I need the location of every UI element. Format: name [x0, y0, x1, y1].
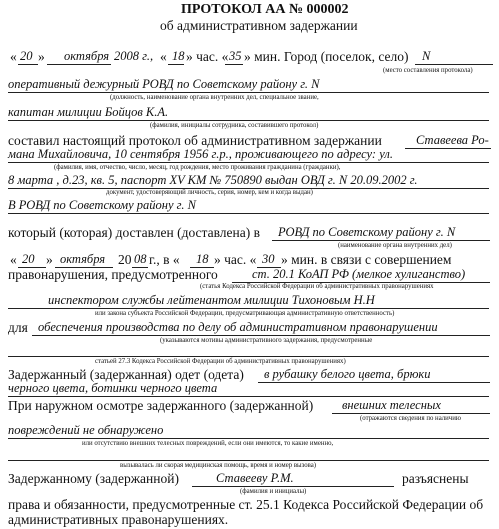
rights-prefix: Задержанному (задержанной) [8, 471, 179, 486]
time2-year-g: г., в « [149, 252, 180, 267]
detainee-caption-1: (фамилия, имя, отчество, число, месяц, год рождения, место проживания гражданина (гражданки), [54, 164, 341, 171]
time-minute-label: » мин. Город (поселок, село) [244, 49, 409, 64]
detainee-address: 8 марта , д.23, кв. 5, паспорт XV КМ № 750890 выдан ОВД г. N 20.09.2002 г. [8, 173, 418, 187]
protocol-title: ПРОТОКОЛ АА № 000002 [181, 2, 349, 17]
time2-tail: » мин. в связи с совершением [281, 252, 452, 267]
detainee-name-b: мана Михайловича, 10 сентября 1956 г.р., проживающего по адресу: ул. [8, 147, 394, 161]
date-year: 2008 г., [114, 49, 154, 63]
rights-caption: (фамилия и инициалы) [240, 488, 307, 495]
detainee-caption-2: документ, удостоверяющий личность, серия, номер, кем и когда выдан) [106, 189, 313, 196]
clothing-text: Задержанный (задержанная) одет (одета) [8, 367, 244, 382]
purpose-caption-2: статьей 27.3 Кодекса Российской Федерации об административных правонарушениях) [95, 358, 346, 365]
date-close-quote: » [38, 49, 45, 64]
time-open-quote: « [160, 49, 167, 64]
delivered-text: который (которая) доставлен (доставлена) в [8, 225, 260, 240]
delivered-caption: (наименование органа внутренних дел) [338, 242, 452, 249]
date-open-quote: « [10, 49, 17, 64]
time2-month: октября [60, 252, 106, 266]
time2-day: 20 [22, 252, 35, 266]
offense-caption-1: (статья Кодекса Российской Федерации об административных правонарушениях [200, 283, 434, 290]
officer-post-caption: (должность, наименование органа внутренних дел, специальное звание, [110, 94, 319, 101]
offense-caption-2: или закона субъекта Российской Федерации, предусматривающая административную ответственность) [95, 310, 395, 317]
offense-article: ст. 20.1 КоАП РФ (мелкое хулиганство) [252, 267, 466, 281]
rights-text-1: права и обязанности, предусмотренные ст. 25.1 Кодекса Российской Федерации об [8, 497, 484, 512]
offense-witness: инспектором службы лейтенантом милиции Тихоновым Н.Н [48, 293, 375, 307]
time2-close-quote: » [46, 252, 53, 267]
officer-name-caption: (фамилия, инициалы сотрудника, составившего протокол) [150, 122, 319, 129]
rights-suffix: разъяснены [402, 471, 469, 486]
detainee-name-a: Ставеева Ро- [416, 133, 489, 147]
date-month: октября [64, 49, 110, 63]
exam-value-b: повреждений не обнаружено [8, 423, 164, 437]
purpose-text: обеспечения производства по делу об административном правонарушении [38, 320, 438, 334]
purpose-caption-1: (указываются мотивы административного задержания, предусмотренные [160, 337, 373, 344]
delivered-place-1: В РОВД по Советскому району г. N [8, 198, 196, 212]
officer-post: оперативный дежурный РОВД по Советскому району г. N [8, 77, 320, 91]
time2-minute: 30 [262, 252, 275, 266]
time2-hour: 18 [196, 252, 209, 266]
exam-text: При наружном осмотре задержанного (задержанной) [8, 398, 314, 413]
time-hour-label: » час. « [186, 49, 229, 64]
time-minute: 35 [229, 49, 242, 63]
time2-year: 20 [118, 252, 132, 267]
protocol-subtitle: об административном задержании [160, 18, 358, 33]
offense-text: правонарушения, предусмотренного [8, 267, 218, 282]
delivered-place-2: РОВД по Советскому району г. N [278, 225, 456, 239]
exam-caption-2: или отсутствию внешних телесных повреждений, если они имеются, то какие именно, [82, 440, 334, 447]
purpose-prefix: для [8, 320, 28, 335]
composed-text: составил настоящий протокол об административном задержании [8, 133, 382, 148]
clothing-value-a: в рубашку белого цвета, брюки [264, 367, 431, 381]
time2-year-suffix: 08 [134, 252, 147, 266]
date-day: 20 [20, 49, 33, 63]
exam-caption-3: вызывалась ли скорая медицинская помощь, время и номер вызова) [120, 462, 317, 469]
rights-name: Ставееву Р.М. [216, 471, 294, 485]
exam-value-a: внешних телесных [342, 398, 441, 412]
time2-hour-label: » час. « [214, 252, 257, 267]
time2-open-quote: « [10, 252, 17, 267]
officer-name: капитан милиции Бойцов К.А. [8, 105, 169, 119]
time-hour: 18 [172, 49, 185, 63]
rights-text-2: административных правонарушениях. [8, 512, 229, 527]
exam-caption-1: (отражаются сведения по наличию [360, 415, 461, 422]
place-value: N [422, 49, 431, 63]
clothing-value-b: черного цвета, ботинки черного цвета [8, 381, 218, 395]
place-caption: (место составления протокола) [383, 67, 473, 74]
